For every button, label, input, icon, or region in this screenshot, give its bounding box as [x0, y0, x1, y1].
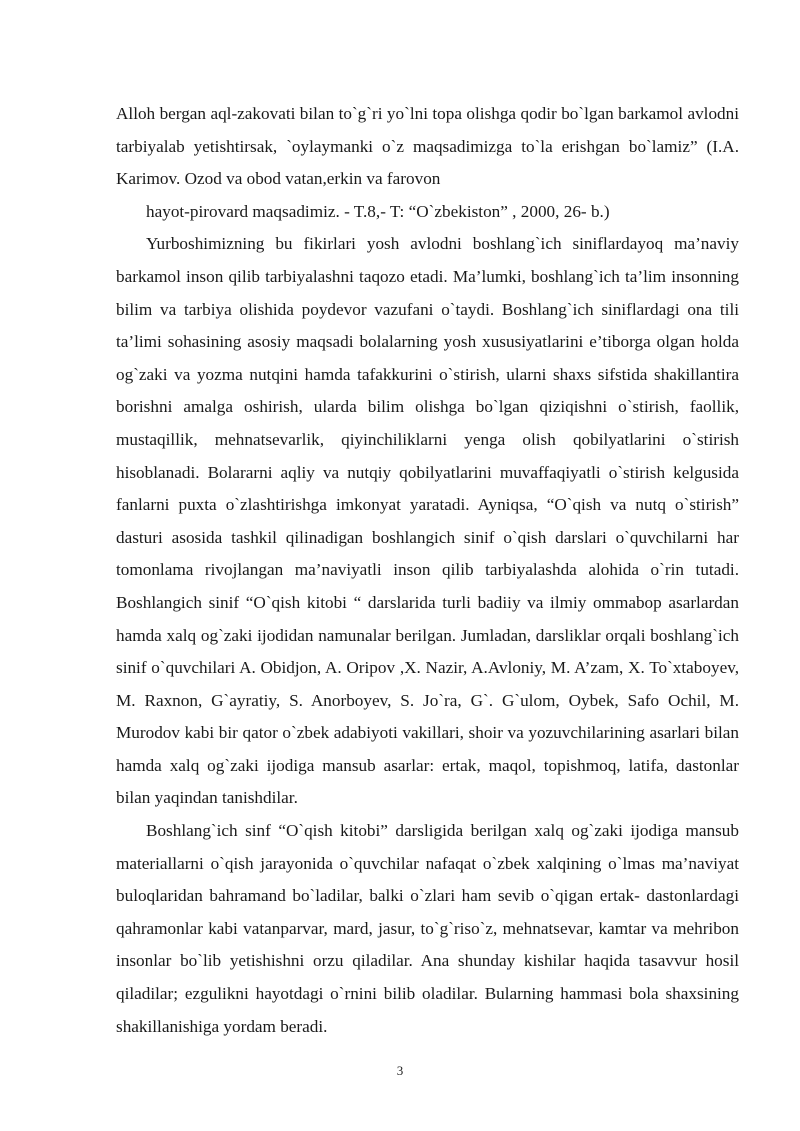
paragraph-body-2: Boshlang`ich sinf “O`qish kitobi” darsligida berilgan xalq og`zaki ijodiga mansub materiallarni o`qish jarayonida o`quvchilar nafaqat o`zbek xalqining o`lmas ma’naviyat buloqlaridan bahramand bo`ladilar, balki o`zlari ham sevib o`qigan ertak- dastonlardagi qahramonlar kabi vatanparvar, mard, jasur, to`g`riso`z, mehnatsevar, kamtar va mehribon insonlar bo`lib yetishishni orzu qiladilar. Ana shunday kishilar haqida tasavvur hosil qiladilar; ezgulikni hayotdagi o`rnini bilib oladilar. Bularning hammasi bola shaxsining shakillanishiga yordam beradi.: [116, 821, 739, 1036]
document-page: [116, 98, 739, 1043]
page-number: 3: [396, 1063, 404, 1078]
paragraph-body-1: Yurboshimizning bu fikirlari yosh avlodni boshlang`ich siniflardayoq ma’naviy barkamol inson qilib tarbiyalashni taqozo etadi. Ma’lumki, boshlang`ich ta’lim insonning bilim va tarbiya olishida poydevor vazufani o`taydi. Boshlang`ich siniflardagi ona tili ta’limi sohasining asosiy maqsadi bolalarning yosh xususiyatlarini e’tiborga olgan holda og`zaki va yozma nutqini hamda tafakkurini o`stirish, ularni shaxs sifstida shakillantira borishni amalga oshirish, ularda bilim olishga bo`lgan qiziqishni o`stirish, faollik, mustaqillik, mehnatsevarlik, qiyinchiliklarni yenga olish qobilyatlarini o`stirish hisoblanadi. Bolararni aqliy va nutqiy qobilyatlarini muvaffaqiyatli o`stirish kelgusida fanlarni puxta o`zlashtirishga imkonyat yaratadi. Ayniqsa, “O`qish va nutq o`stirish” dasturi asosida tashkil qilinadigan boshlangich sinif o`qish darslari o`quvchilarni har tomonlama rivojlangan ma’naviyatli inson qilib tarbiyalashda alohida o`rin tutadi. Boshlangich sinif “O`qish kitobi “ darslarida turli badiiy va ilmiy ommabop asarlardan hamda xalq og`zaki ijodidan namunalar berilgan. Jumladan, darsliklar orqali boshlang`ich sinif o`quvchilari A. Obidjon, A. Oripov ,X. Nazir, A.Avloniy, M. A’zam, X. To`xtaboyev, M. Raxnon, G`ayratiy, S. Anorboyev, S. Jo`ra, G`. G`ulom, Oybek, Safo Ochil, M. Murodov kabi bir qator o`zbek adabiyoti vakillari, shoir va yozuvchilarining asarlari bilan hamda xalq og`zaki ijodiga mansub asarlar: ertak, maqol, topishmoq, latifa, dastonlar bilan yaqindan tanishdilar.: [116, 234, 739, 808]
paragraph-citation: hayot-pirovard maqsadimiz. - T.8,- T: “O`zbekiston” , 2000, 26- b.): [146, 201, 610, 221]
paragraph-quote-continuation: Alloh bergan aql-zakovati bilan to`g`ri yo`lni topa olishga qodir bo`lgan barkamol avlodni tarbiyalab yetishtirsak, `oylaymanki o`z maqsadimizga to`la erishgan bo`lamiz” (I.A. Karimov. Ozod va obod vatan,erkin va farovon: [116, 104, 739, 189]
